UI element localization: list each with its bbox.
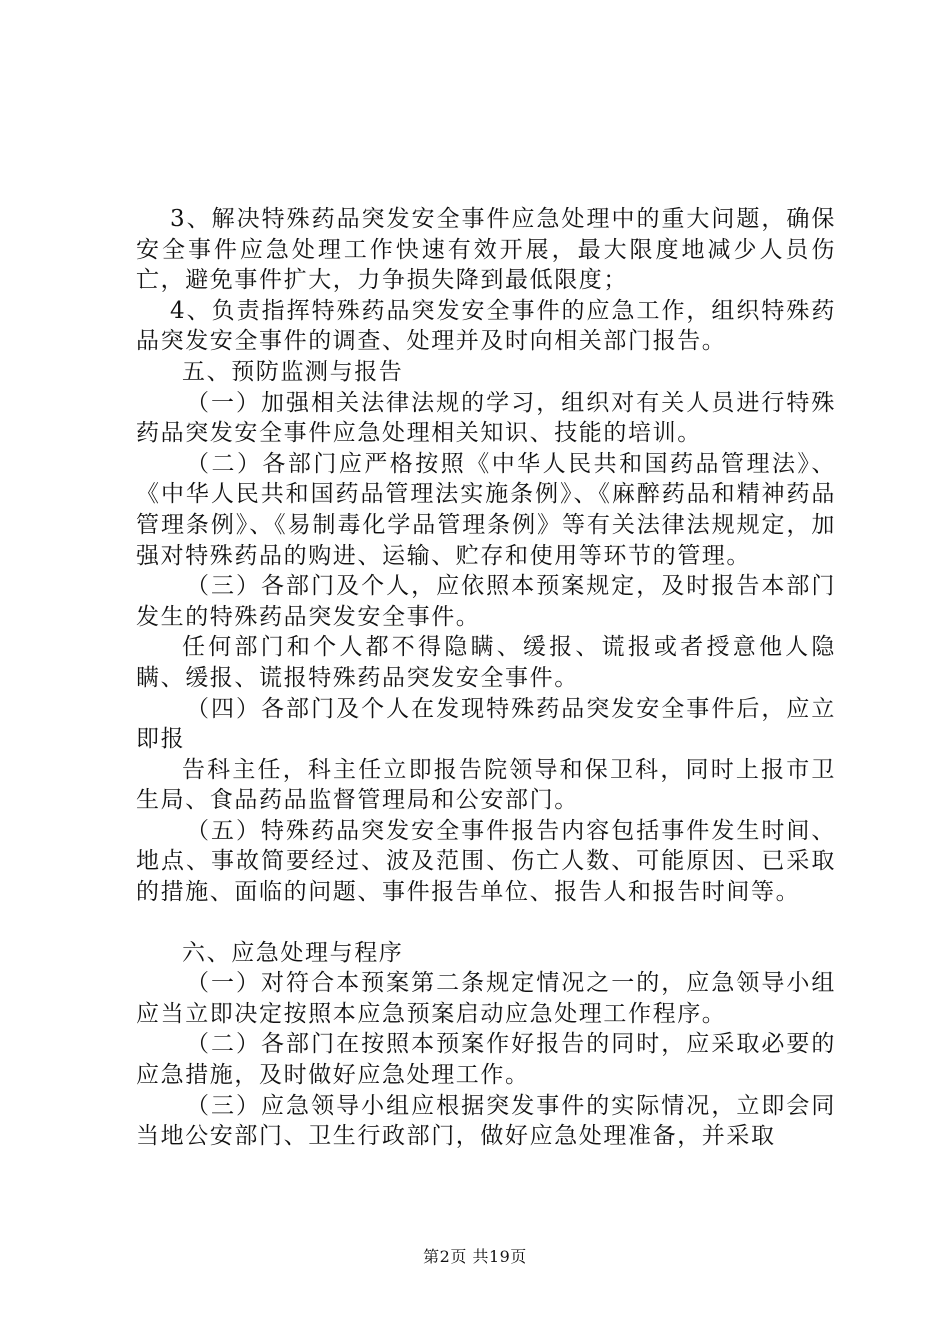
page-number-footer: 第2页 共19页 (423, 1247, 527, 1266)
paragraph-5-2: （二）各部门应严格按照《中华人民共和国药品管理法》、《中华人民共和国药品管理法实施条例》、《麻醉药品和精神药品管理条例》、《易制毒化学品管理条例》等有关法律法规规定，加强对特殊药品的购进、运输、贮存和使用等环节的管理。 (136, 450, 836, 569)
paragraph-6-1: （一）对符合本预案第二条规定情况之一的，应急领导小组应当立即决定按照本应急预案启动应急处理工作程序。 (136, 970, 836, 1027)
section-gap (136, 908, 836, 938)
paragraph-6-2: （二）各部门在按照本预案作好报告的同时，应采取必要的应急措施，及时做好应急处理工作。 (136, 1031, 836, 1089)
paragraph-5-4-cont: 告科主任，科主任立即报告院领导和保卫科，同时上报市卫生局、食品药品监督管理局和公安部门。 (136, 756, 836, 814)
paragraph-5-5: （五）特殊药品突发安全事件报告内容包括事件发生时间、地点、事故简要经过、波及范围、伤亡人数、可能原因、已采取的措施、面临的问题、事件报告单位、报告人和报告时间等。 (136, 817, 836, 906)
paragraph-5-1: （一）加强相关法律法规的学习，组织对有关人员进行特殊药品突发安全事件应急处理相关知识、技能的培训。 (136, 389, 836, 447)
paragraph-item-4: 4、负责指挥特殊药品突发安全事件的应急工作，组织特殊药品突发安全事件的调查、处理并及时向相关部门报告。 (136, 297, 836, 355)
paragraph-5-3-note: 任何部门和个人都不得隐瞒、缓报、谎报或者授意他人隐瞒、缓报、谎报特殊药品突发安全事件。 (136, 634, 836, 691)
section-heading-6: 六、应急处理与程序 (182, 939, 404, 966)
paragraph-5-4: （四）各部门及个人在发现特殊药品突发安全事件后，应立即报 (136, 695, 836, 753)
paragraph-5-3: （三）各部门及个人，应依照本预案规定，及时报告本部门发生的特殊药品突发安全事件。 (136, 573, 836, 630)
section-heading-5: 五、预防监测与报告 (182, 358, 404, 385)
paragraph-item-3: 3、解决特殊药品突发安全事件应急处理中的重大问题，确保安全事件应急处理工作快速有效开展，最大限度地减少人员伤亡，避免事件扩大，力争损失降到最低限度； (136, 206, 836, 294)
paragraph-6-3: （三）应急领导小组应根据突发事件的实际情况，立即会同当地公安部门、卫生行政部门，做好应急处理准备，并采取 (136, 1092, 836, 1150)
document-body (136, 204, 836, 1152)
